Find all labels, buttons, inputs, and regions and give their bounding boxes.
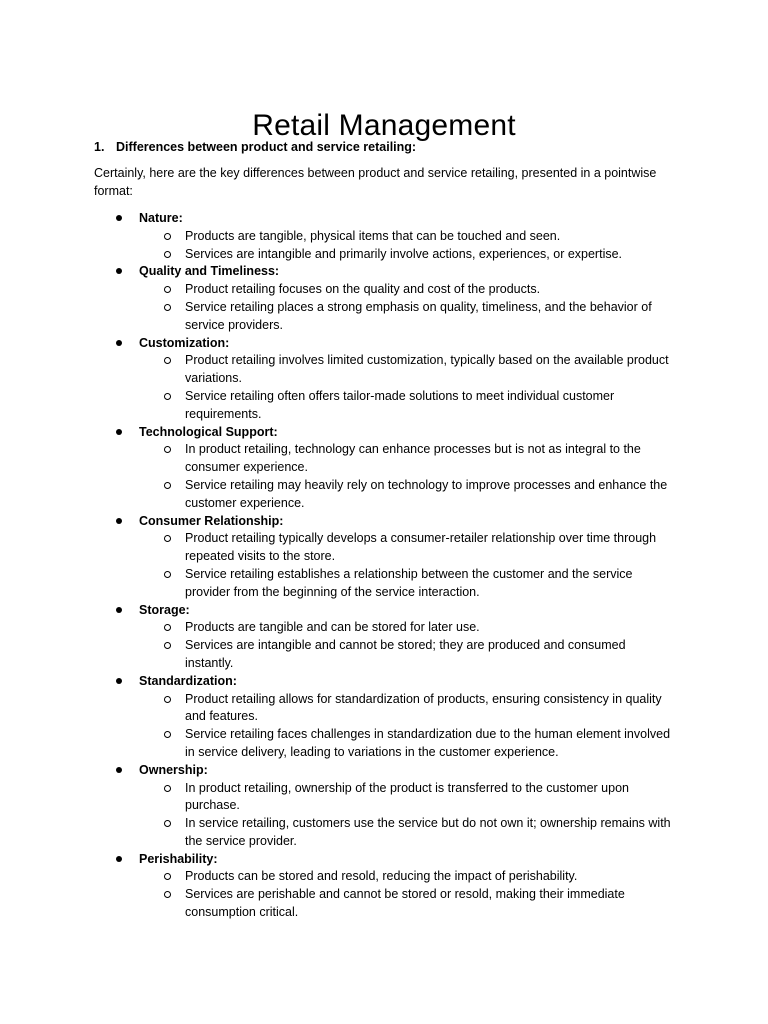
bullet-dot-icon xyxy=(116,678,122,684)
point-heading xyxy=(0,762,768,780)
bullet-circle-icon xyxy=(164,304,171,311)
sub-list xyxy=(0,619,768,672)
bullet-circle-icon xyxy=(164,482,171,489)
bullet-circle-icon xyxy=(164,535,171,542)
point-item xyxy=(0,673,768,762)
sub-item-text: Product retailing typically develops a consumer-retailer relationship over time through repeated visits to the store. xyxy=(185,531,657,564)
sub-item-text: In product retailing, technology can enhance processes but is not as integral to the consumer experience. xyxy=(185,442,641,475)
sub-item-text: Service retailing may heavily rely on technology to improve processes and enhance the customer experience. xyxy=(185,477,668,510)
sub-item-text: In service retailing, customers use the service but do not own it; ownership remains with the service provider. xyxy=(185,816,671,848)
sub-item-text: Service retailing faces challenges in standardization due to the human element involved in service delivery, leading to variations in the customer experience. xyxy=(185,727,671,759)
sub-item-text: Product retailing allows for standardization of products, ensuring consistency in quality and features. xyxy=(185,691,662,724)
sub-item-text: Products are tangible and can be stored for later use. xyxy=(185,620,480,635)
sub-item xyxy=(0,477,675,513)
bullet-circle-icon xyxy=(164,642,171,649)
sub-item-text: Services are intangible and cannot be stored; they are produced and consumed instantly. xyxy=(185,638,626,670)
point-heading xyxy=(0,673,768,691)
sub-item xyxy=(0,691,675,727)
sub-item xyxy=(0,886,675,922)
bullet-circle-icon xyxy=(164,624,171,631)
sub-item xyxy=(0,246,675,264)
point-heading xyxy=(0,424,768,442)
point-heading xyxy=(0,602,768,620)
sub-item-text: Service retailing often offers tailor-made solutions to meet individual customer requirements. xyxy=(185,388,615,421)
sub-item-text: Service retailing places a strong emphasis on quality, timeliness, and the behavior of service providers. xyxy=(185,299,652,332)
point-heading xyxy=(0,335,768,353)
point-item xyxy=(0,513,768,602)
point-heading xyxy=(0,513,768,531)
point-heading xyxy=(0,210,768,228)
bullet-dot-icon xyxy=(116,767,122,773)
bullet-dot-icon xyxy=(116,607,122,613)
bullet-circle-icon xyxy=(164,873,171,880)
sub-item xyxy=(0,726,675,762)
sub-item-text: Products can be stored and resold, reducing the impact of perishability. xyxy=(185,869,578,884)
bullet-circle-icon xyxy=(164,820,171,827)
bullet-circle-icon xyxy=(164,891,171,898)
sub-list xyxy=(0,868,768,921)
page-title: Retail Management xyxy=(252,109,516,143)
sub-item xyxy=(0,566,675,602)
point-label: Perishability: xyxy=(139,851,218,866)
points-list xyxy=(0,210,768,922)
sub-item-text: Service retailing establishes a relationship between the customer and the service provider from the beginning of the service interaction. xyxy=(185,566,633,599)
sub-item xyxy=(0,228,675,246)
point-label: Storage: xyxy=(139,602,190,617)
point-label: Technological Support: xyxy=(139,424,278,439)
point-item xyxy=(0,263,768,334)
sub-item xyxy=(0,441,675,477)
sub-item-text: Products are tangible, physical items that can be touched and seen. xyxy=(185,228,561,243)
sub-list xyxy=(0,530,768,601)
sub-item xyxy=(0,868,675,886)
point-item xyxy=(0,602,768,673)
point-heading xyxy=(0,263,768,281)
bullet-circle-icon xyxy=(164,571,171,578)
sub-item xyxy=(0,815,675,851)
bullet-circle-icon xyxy=(164,696,171,703)
point-label: Quality and Timeliness: xyxy=(139,264,280,279)
sub-item xyxy=(0,637,675,673)
bullet-dot-icon xyxy=(116,340,122,346)
bullet-dot-icon xyxy=(116,268,122,274)
sub-list xyxy=(0,441,768,512)
sub-item xyxy=(0,619,675,637)
bullet-circle-icon xyxy=(164,251,171,258)
point-label: Customization: xyxy=(139,335,230,350)
sub-item-text: In product retailing, ownership of the product is transferred to the customer upon purchase. xyxy=(185,780,629,813)
sub-item-text: Product retailing focuses on the quality and cost of the products. xyxy=(185,282,541,297)
bullet-dot-icon xyxy=(116,215,122,221)
bullet-circle-icon xyxy=(164,785,171,792)
bullet-circle-icon xyxy=(164,286,171,293)
bullet-circle-icon xyxy=(164,393,171,400)
sub-item-text: Services are perishable and cannot be stored or resold, making their immediate consumption critical. xyxy=(185,887,625,920)
sub-list xyxy=(0,352,768,423)
point-item xyxy=(0,762,768,851)
bullet-circle-icon xyxy=(164,233,171,240)
bullet-circle-icon xyxy=(164,446,171,453)
point-item xyxy=(0,210,768,263)
bullet-circle-icon xyxy=(164,357,171,364)
point-item xyxy=(0,851,768,922)
sub-item xyxy=(0,352,675,388)
point-item xyxy=(0,335,768,424)
point-heading xyxy=(0,851,768,869)
section-heading xyxy=(94,138,416,156)
sub-item-text: Product retailing involves limited customization, typically based on the available product variations. xyxy=(185,353,669,386)
sub-item xyxy=(0,780,675,816)
sub-item-text: Services are intangible and primarily involve actions, experiences, or expertise. xyxy=(185,246,623,261)
sub-item xyxy=(0,299,675,335)
sub-list xyxy=(0,691,768,762)
point-label: Nature: xyxy=(139,211,183,225)
sub-item xyxy=(0,388,675,424)
intro-paragraph: Certainly, here are the key differences between product and service retailing, presented in a pointwise format: xyxy=(94,166,657,198)
point-label: Ownership: xyxy=(139,762,208,777)
bullet-dot-icon xyxy=(116,856,122,862)
section-number: 1. xyxy=(94,140,105,154)
sub-list xyxy=(0,281,768,334)
sub-list xyxy=(0,780,768,851)
bullet-circle-icon xyxy=(164,731,171,738)
sub-item xyxy=(0,530,675,566)
bullet-dot-icon xyxy=(116,518,122,524)
sub-list xyxy=(0,228,768,264)
bullet-dot-icon xyxy=(116,429,122,435)
section-heading-text: Differences between product and service retailing: xyxy=(116,140,417,154)
point-label: Standardization: xyxy=(139,673,237,688)
point-item xyxy=(0,424,768,513)
point-label: Consumer Relationship: xyxy=(139,513,284,528)
sub-item xyxy=(0,281,675,299)
